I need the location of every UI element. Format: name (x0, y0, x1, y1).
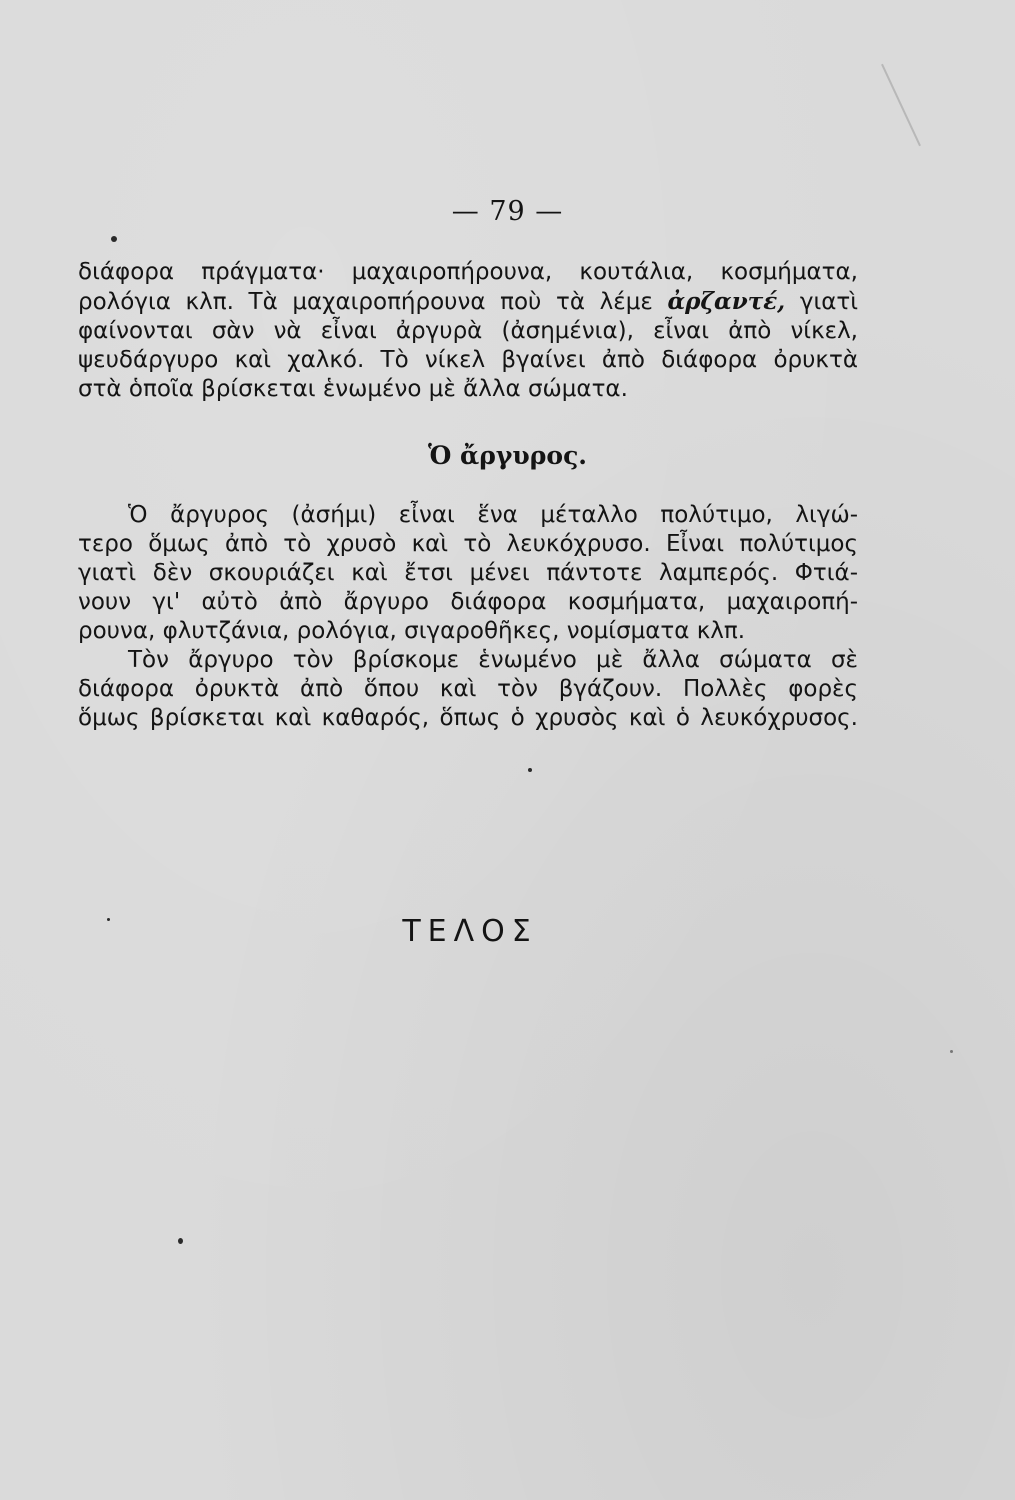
ink-speck (178, 1238, 183, 1244)
text-line (78, 287, 858, 317)
text-line: νουν γι' αὐτὸ ἀπὸ ἄργυρο διάφορα κοσμήματα, μαχαιροπή- (78, 589, 858, 615)
emphasized-word: ἀρζαντέ, (667, 288, 786, 315)
text-line: διάφορα ὀρυκτὰ ἀπὸ ὅπου καὶ τὸν βγάζουν. Πολλὲς φορὲς (78, 676, 858, 702)
text-line: στὰ ὁποῖα βρίσκεται ἑνωμένο μὲ ἄλλα σώματα. (78, 376, 628, 402)
section-heading: Ὁ ἄργυρος. (427, 441, 587, 470)
paper-crease (881, 64, 921, 146)
ink-speck (111, 236, 117, 242)
text-line: φαίνονται σὰν νὰ εἶναι ἀργυρὰ (ἀσημένια), εἶναι ἀπὸ νίκελ, (78, 318, 858, 344)
page-number: — 79 — (451, 196, 564, 227)
text-line: ψευδάργυρο καὶ χαλκό. Τὸ νίκελ βγαίνει ἀπὸ διάφορα ὀρυκτὰ (78, 347, 858, 373)
end-marker: ΤΕΛΟΣ (402, 914, 538, 949)
text-line: Ὁ ἄργυρος (ἀσήμι) εἶναι ἕνα μέταλλο πολύτιμο, λιγώ- (128, 502, 858, 528)
text-line: ρουνα, φλυτζάνια, ρολόγια, σιγαροθῆκες, νομίσματα κλπ. (78, 618, 746, 644)
ink-speck (950, 1050, 953, 1053)
text-line: τερο ὅμως ἀπὸ τὸ χρυσὸ καὶ τὸ λευκόχρυσο. Εἶναι πολύτιμος (78, 531, 858, 557)
text-line: Τὸν ἄργυρο τὸν βρίσκομε ἑνωμένο μὲ ἄλλα σώματα σὲ (128, 647, 858, 673)
ink-speck (528, 768, 532, 772)
text-line: διάφορα πράγματα· μαχαιροπήρουνα, κουτάλια, κοσμήματα, (78, 259, 858, 285)
text-segment: γιατὶ (799, 289, 859, 315)
paragraph-silver (78, 501, 858, 733)
text-line: γιατὶ δὲν σκουριάζει καὶ ἔτσι μένει πάντοτε λαμπερός. Φτιά- (78, 560, 858, 586)
paragraph-nickel (78, 258, 858, 404)
text-line: ὅμως βρίσκεται καὶ καθαρός, ὅπως ὁ χρυσὸς καὶ ὁ λευκόχρυσος. (78, 705, 858, 731)
text-segment: ρολόγια κλπ. Τὰ μαχαιροπήρουνα ποὺ τὰ λέμε (78, 289, 653, 315)
